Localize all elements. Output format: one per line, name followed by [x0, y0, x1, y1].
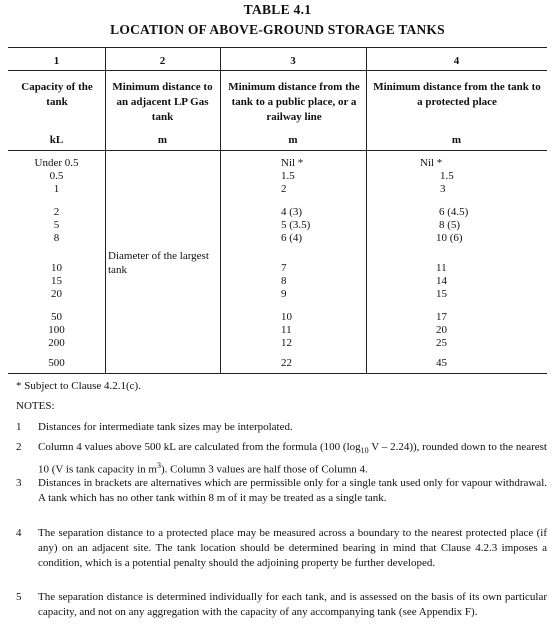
- table-cell-protected: 15: [436, 288, 447, 300]
- table-cell-public: 7: [281, 262, 287, 274]
- table-cell-capacity: 2: [53, 206, 60, 218]
- table-cell-protected: 6 (4.5): [439, 206, 469, 218]
- table-cell-capacity: 50: [51, 311, 62, 323]
- note-text: Distances for intermediate tank sizes may be interpolated.: [38, 421, 293, 433]
- note-number: 4: [16, 527, 22, 539]
- unit-protected-place: m: [451, 134, 462, 146]
- table-cell-capacity: 0.5: [49, 170, 64, 182]
- table-cell-protected: 3: [440, 183, 446, 195]
- table-cell-protected: 17: [436, 311, 447, 323]
- column-number-rule: [8, 70, 547, 71]
- table-cell-public: Nil *: [281, 157, 304, 169]
- table-cell-public: 22: [281, 357, 292, 369]
- table-label: TABLE 4.1: [243, 2, 312, 17]
- column-number-2: 2: [159, 55, 166, 67]
- table-cell-capacity: 5: [53, 219, 60, 231]
- notes-heading: NOTES:: [16, 400, 55, 412]
- column-number-4: 4: [453, 55, 460, 67]
- table-cell-public: 10: [281, 311, 292, 323]
- table-cell-protected: 20: [436, 324, 447, 336]
- table-cell-protected: 45: [436, 357, 447, 369]
- table-title: LOCATION OF ABOVE-GROUND STORAGE TANKS: [110, 22, 445, 37]
- header-capacity: Capacity of the tank: [21, 81, 93, 108]
- table-cell-protected: 14: [436, 275, 447, 287]
- table-cell-capacity: 100: [48, 324, 65, 336]
- unit-public-place: m: [288, 134, 298, 146]
- table-cell-protected: 8 (5): [439, 219, 461, 231]
- note-number: 1: [16, 421, 22, 433]
- note-text: Column 4 values above 500 kL are calculated from the formula (100 ($\log_{10}$ V – 2.24)), rounded down to the nearest 10 (V is tank capacity in $m^3$). Column 3 values are half those of Column 4.: [38, 441, 547, 476]
- note-number: 5: [16, 591, 22, 603]
- table-cell-public: 8: [281, 275, 287, 287]
- note-text: Distances in brackets are alternatives which are permissible only for a single tank used only for vapour withdrawal. A tank which has no other tank within 8 m of it may be treated as a single tank.: [38, 477, 547, 504]
- column-divider-1: [105, 47, 106, 373]
- table-cell-capacity: 20: [51, 288, 62, 300]
- unit-adjacent-tank: m: [157, 134, 168, 146]
- header-public-place: Minimum distance from the tank to a public place, or a railway line: [228, 81, 360, 123]
- table-cell-capacity: 8: [53, 232, 60, 244]
- column-number-1: 1: [53, 55, 60, 67]
- table-top-rule: [8, 47, 547, 48]
- table-cell-public: 1.5: [281, 170, 295, 182]
- table-cell-public: 6 (4): [281, 232, 303, 244]
- table-cell-capacity: 10: [51, 262, 62, 274]
- table-cell-public: 2: [281, 183, 287, 195]
- table-cell-capacity: 500: [48, 357, 65, 369]
- table-cell-protected: Nil *: [420, 157, 443, 169]
- table-cell-capacity: 200: [48, 337, 65, 349]
- table-cell-protected: 11: [436, 262, 447, 274]
- note-text: The separation distance is determined individually for each tank, and is assessed on the basis of its own particular capacity, and not on any aggregation with the capacity of any accompanying tank (see Appendix F).: [38, 591, 547, 618]
- unit-capacity: kL: [49, 134, 64, 146]
- header-adjacent-tank: Minimum distance to an adjacent LP Gas tank: [112, 81, 213, 123]
- table-cell-public: 9: [281, 288, 287, 300]
- adjacent-tank-value: Diameter of the largest tank: [108, 250, 209, 276]
- note-number: 3: [16, 477, 22, 489]
- note-number: 2: [16, 441, 22, 453]
- table-bottom-rule: [8, 373, 547, 374]
- table-cell-protected: 25: [436, 337, 447, 349]
- header-protected-place: Minimum distance from the tank to a protected place: [373, 81, 541, 108]
- table-cell-public: 11: [281, 324, 292, 336]
- table-cell-public: 5 (3.5): [281, 219, 311, 231]
- header-bottom-rule: [8, 150, 547, 151]
- column-divider-2: [220, 47, 221, 373]
- note-text: The separation distance to a protected place may be measured across a boundary to the nearest protected place (if any) on an adjacent site. The tank location should be determined bearing in mind that Clause 4.2.3 imposes a condition, which is a potential penalty should the adjoining property be further developed.: [38, 527, 547, 569]
- table-cell-public: 12: [281, 337, 292, 349]
- table-cell-protected: 10 (6): [436, 232, 463, 244]
- column-number-3: 3: [290, 55, 296, 67]
- table-cell-capacity: Under 0.5: [34, 157, 79, 169]
- table-cell-capacity: 15: [51, 275, 62, 287]
- table-cell-protected: 1.5: [440, 170, 454, 182]
- table-cell-public: 4 (3): [281, 206, 303, 218]
- table-footnote: * Subject to Clause 4.2.1(c).: [16, 380, 141, 392]
- table-cell-capacity: 1: [53, 183, 60, 195]
